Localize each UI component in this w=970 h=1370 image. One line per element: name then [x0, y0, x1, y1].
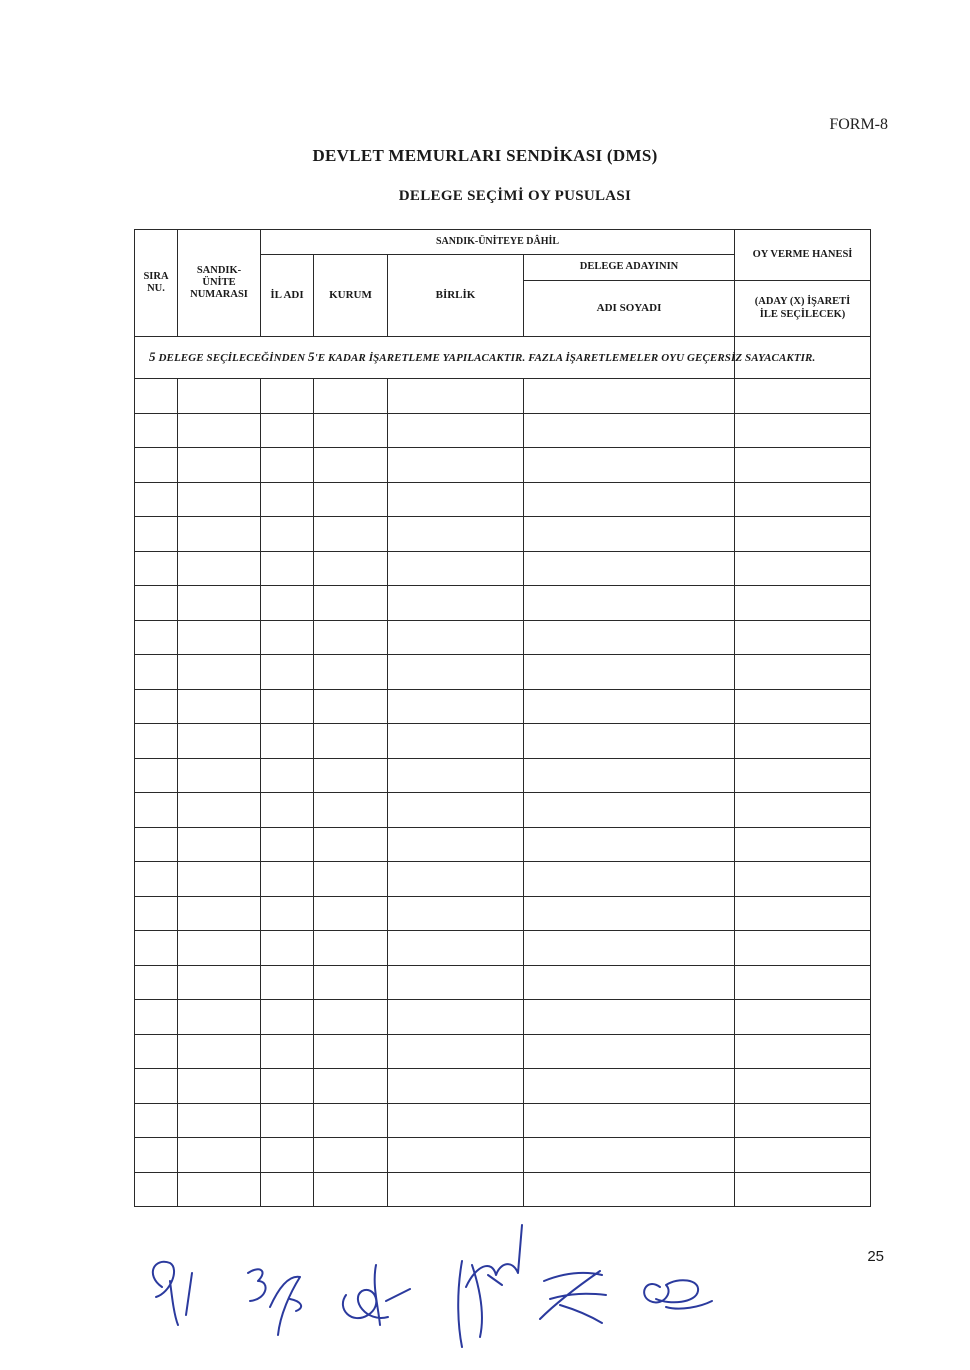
kurum-cell [314, 793, 388, 828]
birlik-cell [388, 413, 524, 448]
sandik-cell [178, 758, 261, 793]
sandik-cell [178, 655, 261, 690]
sandik-cell [178, 724, 261, 759]
table-row [135, 1103, 871, 1138]
il-cell [261, 517, 314, 552]
table-row [135, 862, 871, 897]
adi-soyadi-cell [524, 655, 735, 690]
oy-verme-cell[interactable] [735, 1069, 871, 1104]
il-cell [261, 1103, 314, 1138]
sira-cell [135, 1172, 178, 1207]
sira-cell [135, 724, 178, 759]
kurum-cell [314, 551, 388, 586]
table-row [135, 551, 871, 586]
header-il-adi: İL ADI [261, 255, 314, 337]
sandik-cell [178, 517, 261, 552]
sira-cell [135, 862, 178, 897]
oy-verme-cell[interactable] [735, 517, 871, 552]
adi-soyadi-cell [524, 413, 735, 448]
adi-soyadi-cell [524, 1138, 735, 1173]
il-cell [261, 620, 314, 655]
adi-soyadi-cell [524, 1103, 735, 1138]
signature-4 [458, 1225, 522, 1347]
signature-3 [343, 1265, 410, 1325]
sira-cell [135, 793, 178, 828]
birlik-cell [388, 482, 524, 517]
table-row [135, 482, 871, 517]
sandik-cell [178, 482, 261, 517]
header-birlik: BİRLİK [388, 255, 524, 337]
table-row [135, 655, 871, 690]
sira-cell [135, 965, 178, 1000]
il-cell [261, 482, 314, 517]
sandik-cell [178, 965, 261, 1000]
signature-5 [540, 1271, 606, 1323]
kurum-cell [314, 827, 388, 862]
kurum-cell [314, 413, 388, 448]
adi-soyadi-cell [524, 724, 735, 759]
il-cell [261, 413, 314, 448]
il-cell [261, 655, 314, 690]
instruction-row [135, 337, 871, 379]
birlik-cell [388, 1069, 524, 1104]
table-row [135, 448, 871, 483]
adi-soyadi-cell [524, 896, 735, 931]
sira-cell [135, 517, 178, 552]
oy-verme-cell[interactable] [735, 758, 871, 793]
birlik-cell [388, 827, 524, 862]
oy-verme-cell[interactable] [735, 413, 871, 448]
il-cell [261, 448, 314, 483]
il-cell [261, 931, 314, 966]
sira-cell [135, 689, 178, 724]
birlik-cell [388, 1034, 524, 1069]
birlik-cell [388, 965, 524, 1000]
adi-soyadi-cell [524, 448, 735, 483]
oy-verme-cell[interactable] [735, 379, 871, 414]
il-cell [261, 1034, 314, 1069]
kurum-cell [314, 655, 388, 690]
sira-cell [135, 896, 178, 931]
sandik-cell [178, 793, 261, 828]
il-cell [261, 1069, 314, 1104]
kurum-cell [314, 1069, 388, 1104]
kurum-cell [314, 517, 388, 552]
table-row [135, 827, 871, 862]
instruction-text [135, 337, 816, 379]
instruction-part-1: DELEGE SEÇİLECEĞİNDEN [158, 352, 306, 365]
table-row [135, 1000, 871, 1035]
kurum-cell [314, 448, 388, 483]
adi-soyadi-cell [524, 689, 735, 724]
birlik-cell [388, 448, 524, 483]
sandik-cell [178, 931, 261, 966]
sandik-cell [178, 1034, 261, 1069]
birlik-cell [388, 793, 524, 828]
birlik-cell [388, 689, 524, 724]
sira-cell [135, 482, 178, 517]
instruction-count-1: 5 [149, 349, 156, 365]
birlik-cell [388, 655, 524, 690]
sandik-cell [178, 586, 261, 621]
adi-soyadi-cell [524, 931, 735, 966]
sira-cell [135, 379, 178, 414]
il-cell [261, 586, 314, 621]
il-cell [261, 965, 314, 1000]
adi-soyadi-cell [524, 379, 735, 414]
ballot-table [134, 229, 871, 1207]
table-row [135, 1138, 871, 1173]
il-cell [261, 896, 314, 931]
table-row [135, 724, 871, 759]
table-row [135, 896, 871, 931]
sira-cell [135, 827, 178, 862]
birlik-cell [388, 620, 524, 655]
birlik-cell [388, 379, 524, 414]
il-cell [261, 379, 314, 414]
table-row [135, 758, 871, 793]
oy-verme-cell[interactable] [735, 689, 871, 724]
birlik-cell [388, 896, 524, 931]
adi-soyadi-cell [524, 1034, 735, 1069]
kurum-cell [314, 379, 388, 414]
sira-cell [135, 551, 178, 586]
sandik-cell [178, 1000, 261, 1035]
oy-verme-cell[interactable] [735, 1000, 871, 1035]
oy-verme-cell[interactable] [735, 1034, 871, 1069]
kurum-cell [314, 1034, 388, 1069]
sira-cell [135, 1000, 178, 1035]
kurum-cell [314, 758, 388, 793]
sandik-cell [178, 413, 261, 448]
birlik-cell [388, 1000, 524, 1035]
table-row [135, 1034, 871, 1069]
header-oy-verme: OY VERME HANESİ [735, 230, 871, 281]
kurum-cell [314, 1172, 388, 1207]
adi-soyadi-cell [524, 586, 735, 621]
table-row [135, 793, 871, 828]
sira-cell [135, 1138, 178, 1173]
table-row [135, 965, 871, 1000]
sandik-cell [178, 896, 261, 931]
birlik-cell [388, 724, 524, 759]
oy-verme-cell[interactable] [735, 1172, 871, 1207]
signature-1 [153, 1262, 192, 1325]
sira-cell [135, 1069, 178, 1104]
il-cell [261, 827, 314, 862]
oy-verme-cell[interactable] [735, 655, 871, 690]
kurum-cell [314, 620, 388, 655]
oy-verme-cell[interactable] [735, 862, 871, 897]
il-cell [261, 724, 314, 759]
oy-verme-cell[interactable] [735, 482, 871, 517]
oy-verme-cell[interactable] [735, 551, 871, 586]
header-oy-note: (ADAY (X) İŞARETİ İLE SEÇİLECEK) [735, 281, 871, 337]
birlik-cell [388, 758, 524, 793]
adi-soyadi-cell [524, 1069, 735, 1104]
header-kurum: KURUM [314, 255, 388, 337]
oy-verme-cell[interactable] [735, 793, 871, 828]
oy-verme-cell[interactable] [735, 620, 871, 655]
kurum-cell [314, 482, 388, 517]
il-cell [261, 1000, 314, 1035]
signature-2 [248, 1269, 301, 1335]
sira-cell [135, 620, 178, 655]
il-cell [261, 793, 314, 828]
form-code: FORM-8 [829, 116, 888, 133]
kurum-cell [314, 689, 388, 724]
oy-verme-cell[interactable] [735, 1103, 871, 1138]
sandik-cell [178, 448, 261, 483]
adi-soyadi-cell [524, 793, 735, 828]
document-subtitle: DELEGE SEÇİMİ OY PUSULASI [398, 188, 632, 204]
sira-cell [135, 586, 178, 621]
sandik-cell [178, 379, 261, 414]
kurum-cell [314, 862, 388, 897]
adi-soyadi-cell [524, 827, 735, 862]
instruction-part-2: 'E KADAR İŞARETLEME YAPILACAKTIR. FAZLA İŞARETLEMELER OYU GEÇERSİZ SAYACAKTIR. [314, 352, 816, 365]
kurum-cell [314, 586, 388, 621]
adi-soyadi-cell [524, 551, 735, 586]
sandik-cell [178, 689, 261, 724]
table-row [135, 1069, 871, 1104]
il-cell [261, 862, 314, 897]
il-cell [261, 1138, 314, 1173]
sandik-cell [178, 620, 261, 655]
il-cell [261, 1172, 314, 1207]
kurum-cell [314, 1103, 388, 1138]
sira-cell [135, 758, 178, 793]
birlik-cell [388, 1172, 524, 1207]
adi-soyadi-cell [524, 620, 735, 655]
oy-verme-cell[interactable] [735, 965, 871, 1000]
adi-soyadi-cell [524, 965, 735, 1000]
birlik-cell [388, 1103, 524, 1138]
sira-cell [135, 1034, 178, 1069]
adi-soyadi-cell [524, 1000, 735, 1035]
adi-soyadi-cell [524, 517, 735, 552]
instruction-count-2: 5 [308, 349, 315, 365]
kurum-cell [314, 1138, 388, 1173]
kurum-cell [314, 1000, 388, 1035]
birlik-cell [388, 517, 524, 552]
table-row [135, 1172, 871, 1207]
sandik-cell [178, 1103, 261, 1138]
il-cell [261, 551, 314, 586]
oy-verme-cell[interactable] [735, 827, 871, 862]
page-number: 25 [867, 1248, 884, 1265]
signatures [140, 1215, 740, 1365]
sira-cell [135, 931, 178, 966]
kurum-cell [314, 965, 388, 1000]
birlik-cell [388, 586, 524, 621]
sandik-cell [178, 1069, 261, 1104]
oy-verme-cell[interactable] [735, 931, 871, 966]
il-cell [261, 758, 314, 793]
adi-soyadi-cell [524, 482, 735, 517]
oy-verme-cell[interactable] [735, 896, 871, 931]
header-sandik-unite: SANDIK-ÜNİTE NUMARASI [178, 230, 261, 337]
kurum-cell [314, 724, 388, 759]
birlik-cell [388, 551, 524, 586]
kurum-cell [314, 896, 388, 931]
table-row [135, 931, 871, 966]
sandik-cell [178, 1138, 261, 1173]
oy-verme-cell[interactable] [735, 1138, 871, 1173]
document-title: DEVLET MEMURLARI SENDİKASI (DMS) [312, 146, 658, 165]
sandik-cell [178, 551, 261, 586]
header-adi-soyadi: ADI SOYADI [524, 281, 735, 337]
sira-cell [135, 655, 178, 690]
header-delege-adayinin-group: DELEGE ADAYININ [524, 255, 735, 281]
sira-cell [135, 413, 178, 448]
kurum-cell [314, 931, 388, 966]
table-row [135, 586, 871, 621]
table-row [135, 620, 871, 655]
table-row [135, 379, 871, 414]
oy-verme-cell[interactable] [735, 724, 871, 759]
header-sira: SIRA NU. [135, 230, 178, 337]
birlik-cell [388, 862, 524, 897]
il-cell [261, 689, 314, 724]
adi-soyadi-cell [524, 1172, 735, 1207]
table-row [135, 413, 871, 448]
sandik-cell [178, 862, 261, 897]
adi-soyadi-cell [524, 758, 735, 793]
table-row [135, 689, 871, 724]
birlik-cell [388, 1138, 524, 1173]
adi-soyadi-cell [524, 862, 735, 897]
birlik-cell [388, 931, 524, 966]
header-sandik-dahil-group: SANDIK-ÜNİTEYE DÂHİL [261, 230, 735, 255]
sira-cell [135, 448, 178, 483]
oy-verme-cell[interactable] [735, 448, 871, 483]
oy-verme-cell[interactable] [735, 586, 871, 621]
sandik-cell [178, 827, 261, 862]
sandik-cell [178, 1172, 261, 1207]
table-row [135, 517, 871, 552]
sira-cell [135, 1103, 178, 1138]
signature-6 [644, 1280, 712, 1308]
